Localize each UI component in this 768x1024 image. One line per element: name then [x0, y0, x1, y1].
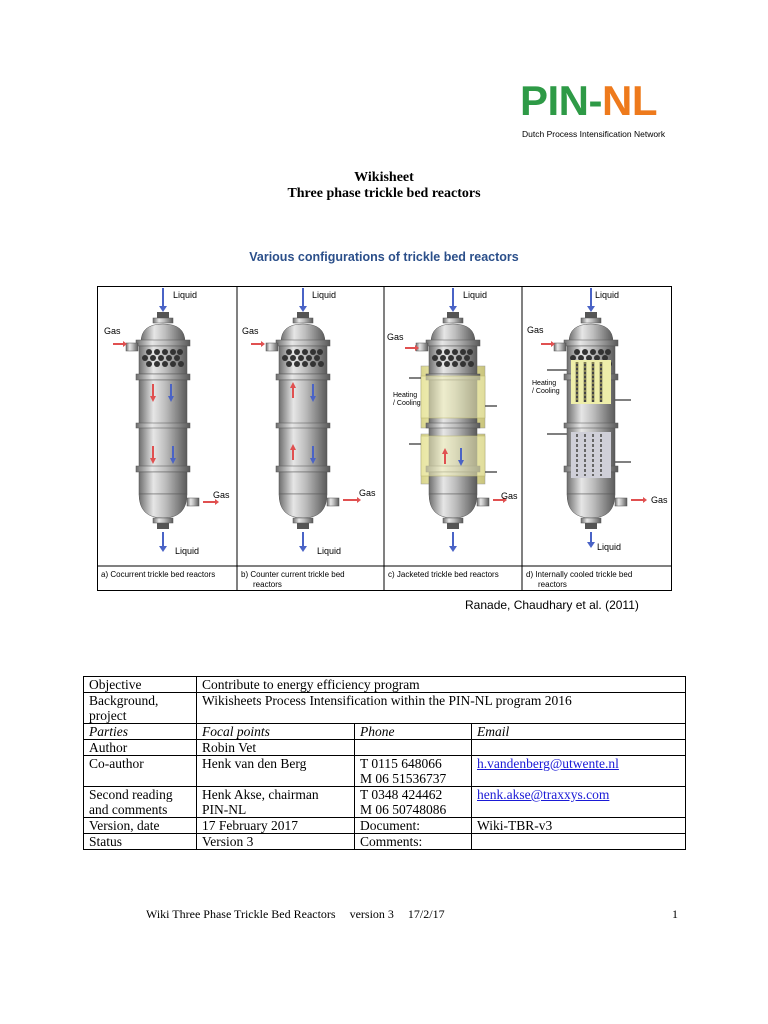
header-parties: Parties — [84, 724, 197, 740]
comments-value — [472, 834, 686, 850]
doc-type-title: Wikisheet — [354, 170, 414, 185]
logo-wordmark — [520, 77, 665, 124]
svg-text:Liquid: Liquid — [173, 290, 198, 300]
figure-heading: Various configurations of trickle bed reactors — [249, 250, 519, 264]
svg-text:reactors: reactors — [538, 580, 567, 589]
footer-title: Wiki Three Phase Trickle Bed Reactors — [146, 907, 336, 921]
doc-title: Three phase trickle bed reactors — [287, 186, 481, 201]
table-row — [84, 740, 686, 756]
table-row — [84, 834, 686, 850]
header-email: Email — [472, 724, 686, 740]
document-info-table — [83, 676, 686, 850]
svg-text:Liquid: Liquid — [595, 290, 620, 300]
svg-text:reactors: reactors — [253, 580, 282, 589]
svg-text:b) Counter current trickle bed: b) Counter current trickle bed — [241, 570, 345, 579]
objective-value: Contribute to energy efficiency program — [197, 677, 686, 693]
background-label: Background, project — [84, 693, 197, 724]
document-value: Wiki-TBR-v3 — [472, 818, 686, 834]
comments-label: Comments: — [355, 834, 472, 850]
svg-text:Heating: Heating — [393, 392, 418, 399]
svg-text:Gas: Gas — [501, 491, 518, 501]
svg-text:a) Cocurrent trickle bed react: a) Cocurrent trickle bed reactors — [101, 570, 216, 579]
coauthor-phone: T 0115 648066 M 06 51536737 — [355, 756, 472, 787]
svg-text:Gas: Gas — [359, 488, 376, 498]
svg-text:Gas: Gas — [651, 495, 668, 505]
status-label: Status — [84, 834, 197, 850]
objective-label: Objective — [84, 677, 197, 693]
header-focal-points: Focal points — [197, 724, 355, 740]
logo-subtitle: Dutch Process Intensification Network — [522, 129, 666, 139]
svg-text:Gas: Gas — [104, 326, 121, 336]
footer-version: version 3 — [349, 907, 394, 921]
svg-text:/ Cooling: / Cooling — [532, 388, 560, 395]
coauthor-email-cell — [472, 756, 686, 787]
document-label: Document: — [355, 818, 472, 834]
reactor-figure — [97, 286, 672, 591]
header-phone: Phone — [355, 724, 472, 740]
version-date: 17 February 2017 — [197, 818, 355, 834]
figure-citation: Ranade, Chaudhary et al. (2011) — [465, 598, 639, 612]
status-value: Version 3 — [197, 834, 355, 850]
table-row — [84, 818, 686, 834]
page-number: 1 — [672, 907, 678, 921]
second-reading-label: Second reading and comments — [84, 787, 197, 818]
second-reading-phone: T 0348 424462 M 06 50748086 — [355, 787, 472, 818]
coauthor-label: Co-author — [84, 756, 197, 787]
version-label: Version, date — [84, 818, 197, 834]
logo-pin: PIN- — [520, 77, 602, 124]
background-value: Wikisheets Process Intensification within the PIN-NL program 2016 — [197, 693, 686, 724]
page-footer — [146, 907, 459, 922]
svg-text:Liquid: Liquid — [317, 546, 342, 556]
coauthor-name: Henk van den Berg — [197, 756, 355, 787]
svg-text:Gas: Gas — [527, 325, 544, 335]
svg-text:c) Jacketed trickle bed reacto: c) Jacketed trickle bed reactors — [388, 570, 499, 579]
logo-nl: NL — [602, 77, 657, 124]
svg-text:Gas: Gas — [387, 332, 404, 342]
author-name: Robin Vet — [197, 740, 355, 756]
second-reading-name: Henk Akse, chairman PIN-NL — [197, 787, 355, 818]
svg-text:Liquid: Liquid — [312, 290, 337, 300]
svg-text:Gas: Gas — [242, 326, 259, 336]
svg-text:d) Internally cooled trickle b: d) Internally cooled trickle bed — [526, 570, 633, 579]
svg-text:Liquid: Liquid — [463, 290, 488, 300]
table-row — [84, 787, 686, 818]
author-label: Author — [84, 740, 197, 756]
table-row — [84, 693, 686, 724]
pin-nl-logo — [520, 77, 666, 139]
author-phone — [355, 740, 472, 756]
coauthor-email-link[interactable]: h.vandenberg@utwente.nl — [477, 756, 619, 771]
table-header-row — [84, 724, 686, 740]
svg-text:/ Cooling: / Cooling — [393, 400, 421, 407]
second-reading-email-cell — [472, 787, 686, 818]
second-reading-email-link[interactable]: henk.akse@traxxys.com — [477, 787, 610, 802]
author-email — [472, 740, 686, 756]
footer-date: 17/2/17 — [407, 907, 445, 921]
table-row — [84, 677, 686, 693]
svg-text:Heating: Heating — [532, 380, 557, 387]
svg-text:Liquid: Liquid — [597, 542, 622, 552]
table-row — [84, 756, 686, 787]
svg-text:Gas: Gas — [213, 490, 230, 500]
svg-text:Liquid: Liquid — [175, 546, 200, 556]
